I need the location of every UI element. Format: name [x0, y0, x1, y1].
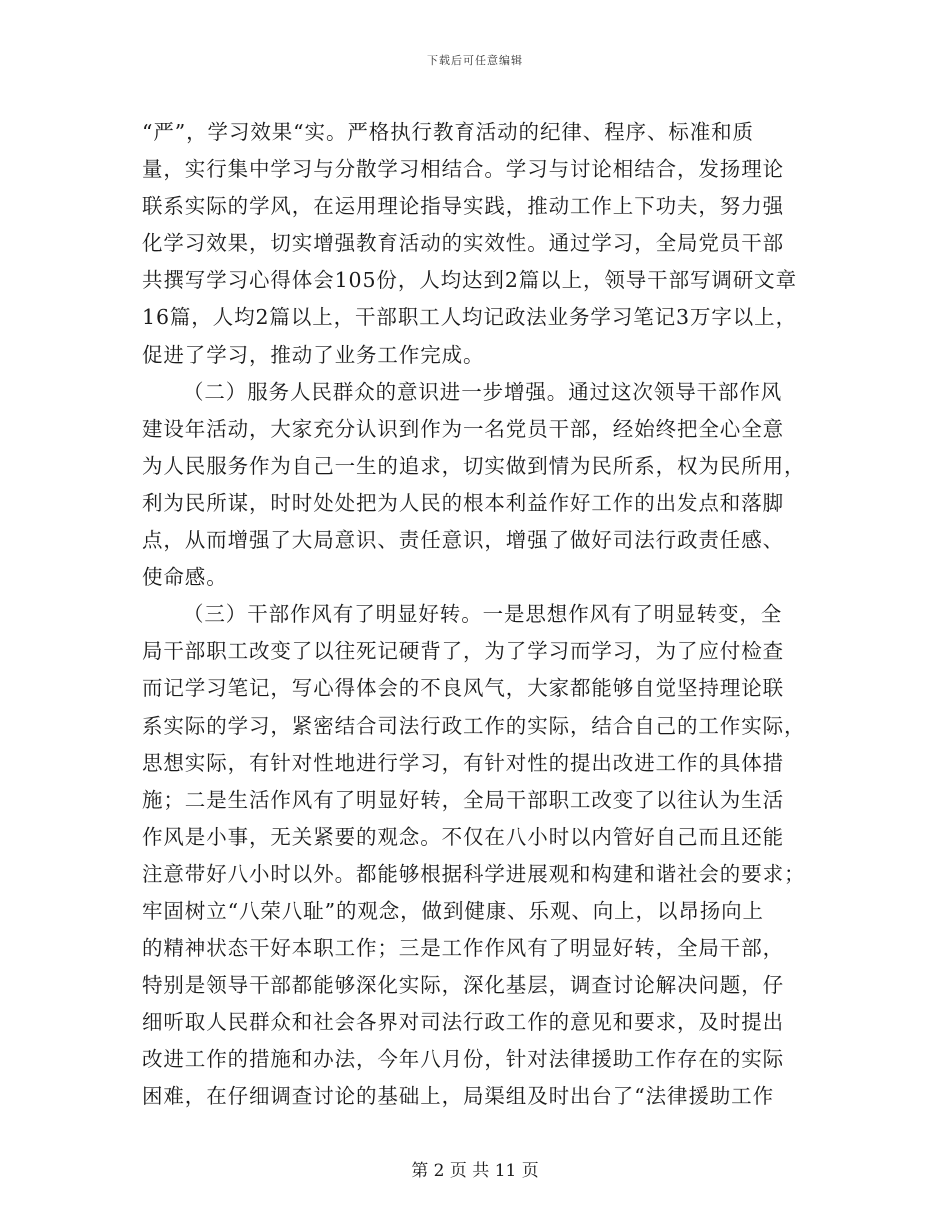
text-line: 思想实际，有针对性地进行学习，有针对性的提出改进工作的具体措 [142, 750, 784, 775]
text-line: 施；二是生活作风有了明显好转，全局干部职工改变了以往认为生活 [142, 787, 784, 812]
page-header: 下载后可任意编辑 [427, 54, 523, 67]
text-line: 16篇，人均2篇以上，干部职工人均记政法业务学习笔记3万字以上， [142, 305, 797, 330]
text-line: 改进工作的措施和办法，今年八月份，针对法律援助工作存在的实际 [142, 1047, 784, 1072]
text-line: 特别是领导干部都能够深化实际，深化基层，调查讨论解决问题，仔 [142, 973, 784, 998]
text-line: 细听取人民群众和社会各界对司法行政工作的意见和要求，及时提出 [142, 1010, 784, 1035]
text-line: 促进了学习，推动了业务工作完成。 [142, 342, 485, 367]
text-line: 的精神状态干好本职工作；三是工作作风有了明显好转，全局干部， [142, 936, 784, 961]
text-line: 使命感。 [142, 565, 228, 590]
text-line: “严”，学习效果“实。严格执行教育活动的纪律、程序、标准和质 [142, 120, 754, 144]
text-line: 局干部职工改变了以往死记硬背了，为了学习而学习，为了应付检查 [142, 639, 784, 664]
paragraph-start-line: （二）服务人民群众的意识进一步增强。通过这次领导干部作风 [183, 379, 783, 404]
text-line: 作风是小事，无关紧要的观念。不仅在八小时以内管好自己而且还能 [142, 824, 784, 849]
paragraph-start-line: （三）干部作风有了明显好转。一是思想作风有了明显转变，全 [183, 602, 783, 627]
text-line: 而记学习笔记，写心得体会的不良风气，大家都能够自觉坚持理论联 [142, 676, 784, 701]
text-line: 量，实行集中学习与分散学习相结合。学习与讨论相结合，发扬理论 [142, 157, 784, 182]
text-line: 点，从而增强了大局意识、责任意识，增强了做好司法行政责任感、 [142, 528, 784, 553]
page-footer: 第 2 页 共 11 页 [411, 1161, 539, 1181]
text-line: 牢固树立“八荣八耻”的观念，做到健康、乐观、向上，以昂扬向上 [142, 898, 764, 923]
text-line: 建设年活动，大家充分认识到作为一名党员干部，经始终把全心全意 [142, 416, 784, 441]
text-line: 系实际的学习，紧密结合司法行政工作的实际，结合自己的工作实际， [142, 713, 806, 738]
text-line: 为人民服务作为自己一生的追求，切实做到情为民所系，权为民所用， [142, 453, 806, 478]
text-line: 利为民所谋，时时处处把为人民的根本利益作好工作的出发点和落脚 [142, 490, 784, 515]
text-line: 困难，在仔细调查讨论的基础上，局渠组及时出台了“法律援助工作 [142, 1084, 774, 1109]
document-body [142, 114, 814, 1116]
text-line: 联系实际的学风，在运用理论指导实践，推动工作上下功夫，努力强 [142, 194, 784, 219]
text-line: 共撰写学习心得体会105份，人均达到2篇以上，领导干部写调研文章 [142, 268, 797, 293]
text-line: 注意带好八小时以外。都能够根据科学进展观和构建和谐社会的要求； [142, 861, 806, 886]
text-line: 化学习效果，切实增强教育活动的实效性。通过学习，全局党员干部 [142, 231, 784, 256]
